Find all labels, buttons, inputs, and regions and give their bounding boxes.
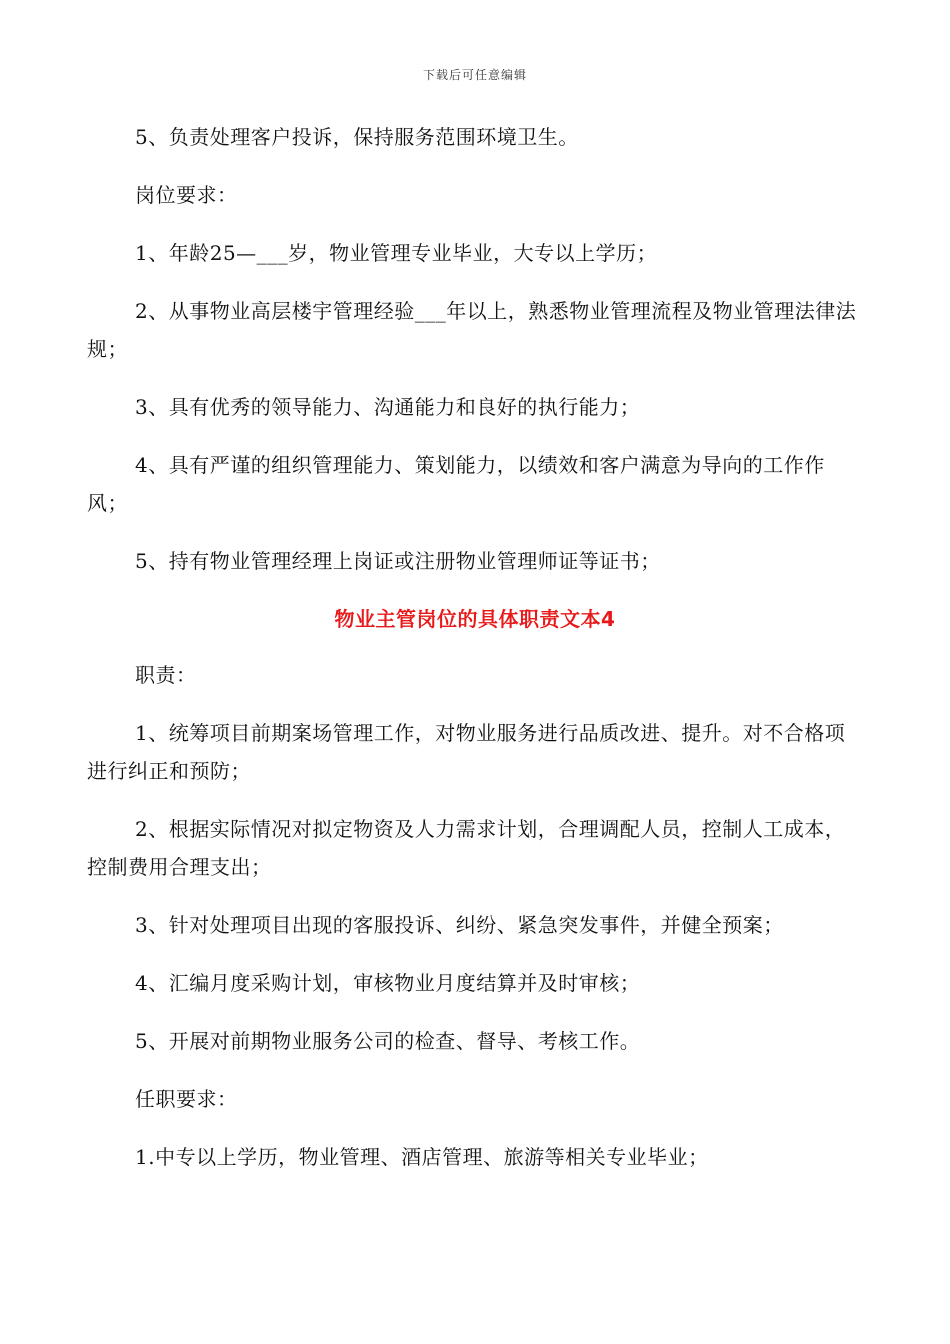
paragraph: 4、具有严谨的组织管理能力、策划能力，以绩效和客户满意为导向的工作作风； — [87, 453, 825, 515]
paragraph: 岗位要求： — [135, 183, 238, 207]
paragraph: 2、根据实际情况对拟定物资及人力需求计划，合理调配人员，控制人工成本，控制费用合理支出； — [87, 817, 846, 879]
paragraph: 2、从事物业高层楼宇管理经验___年以上，熟悉物业管理流程及物业管理法律法规； — [87, 299, 857, 361]
paragraph: 3、具有优秀的领导能力、沟通能力和良好的执行能力； — [135, 395, 641, 419]
section-heading: 物业主管岗位的具体职责文本4 — [334, 607, 616, 631]
document-body — [87, 118, 863, 1196]
paragraph: 1、年龄25—___岁，物业管理专业毕业，大专以上学历； — [135, 241, 658, 265]
paragraph: 5、负责处理客户投诉，保持服务范围环境卫生。 — [135, 125, 579, 149]
paragraph: 1.中专以上学历，物业管理、酒店管理、旅游等相关专业毕业； — [135, 1145, 709, 1169]
paragraph: 5、持有物业管理经理上岗证或注册物业管理师证等证书； — [135, 549, 661, 573]
paragraph: 任职要求： — [135, 1087, 238, 1111]
paragraph: 1、统筹项目前期案场管理工作，对物业服务进行品质改进、提升。对不合格项进行纠正和预防； — [87, 721, 846, 783]
header-note: 下载后可任意编辑 — [422, 68, 527, 82]
paragraph: 职责： — [135, 663, 197, 687]
paragraph: 5、开展对前期物业服务公司的检查、督导、考核工作。 — [135, 1029, 641, 1053]
paragraph: 3、针对处理项目出现的客服投诉、纠纷、紧急突发事件，并健全预案； — [135, 913, 784, 937]
paragraph: 4、汇编月度采购计划，审核物业月度结算并及时审核； — [135, 971, 641, 995]
